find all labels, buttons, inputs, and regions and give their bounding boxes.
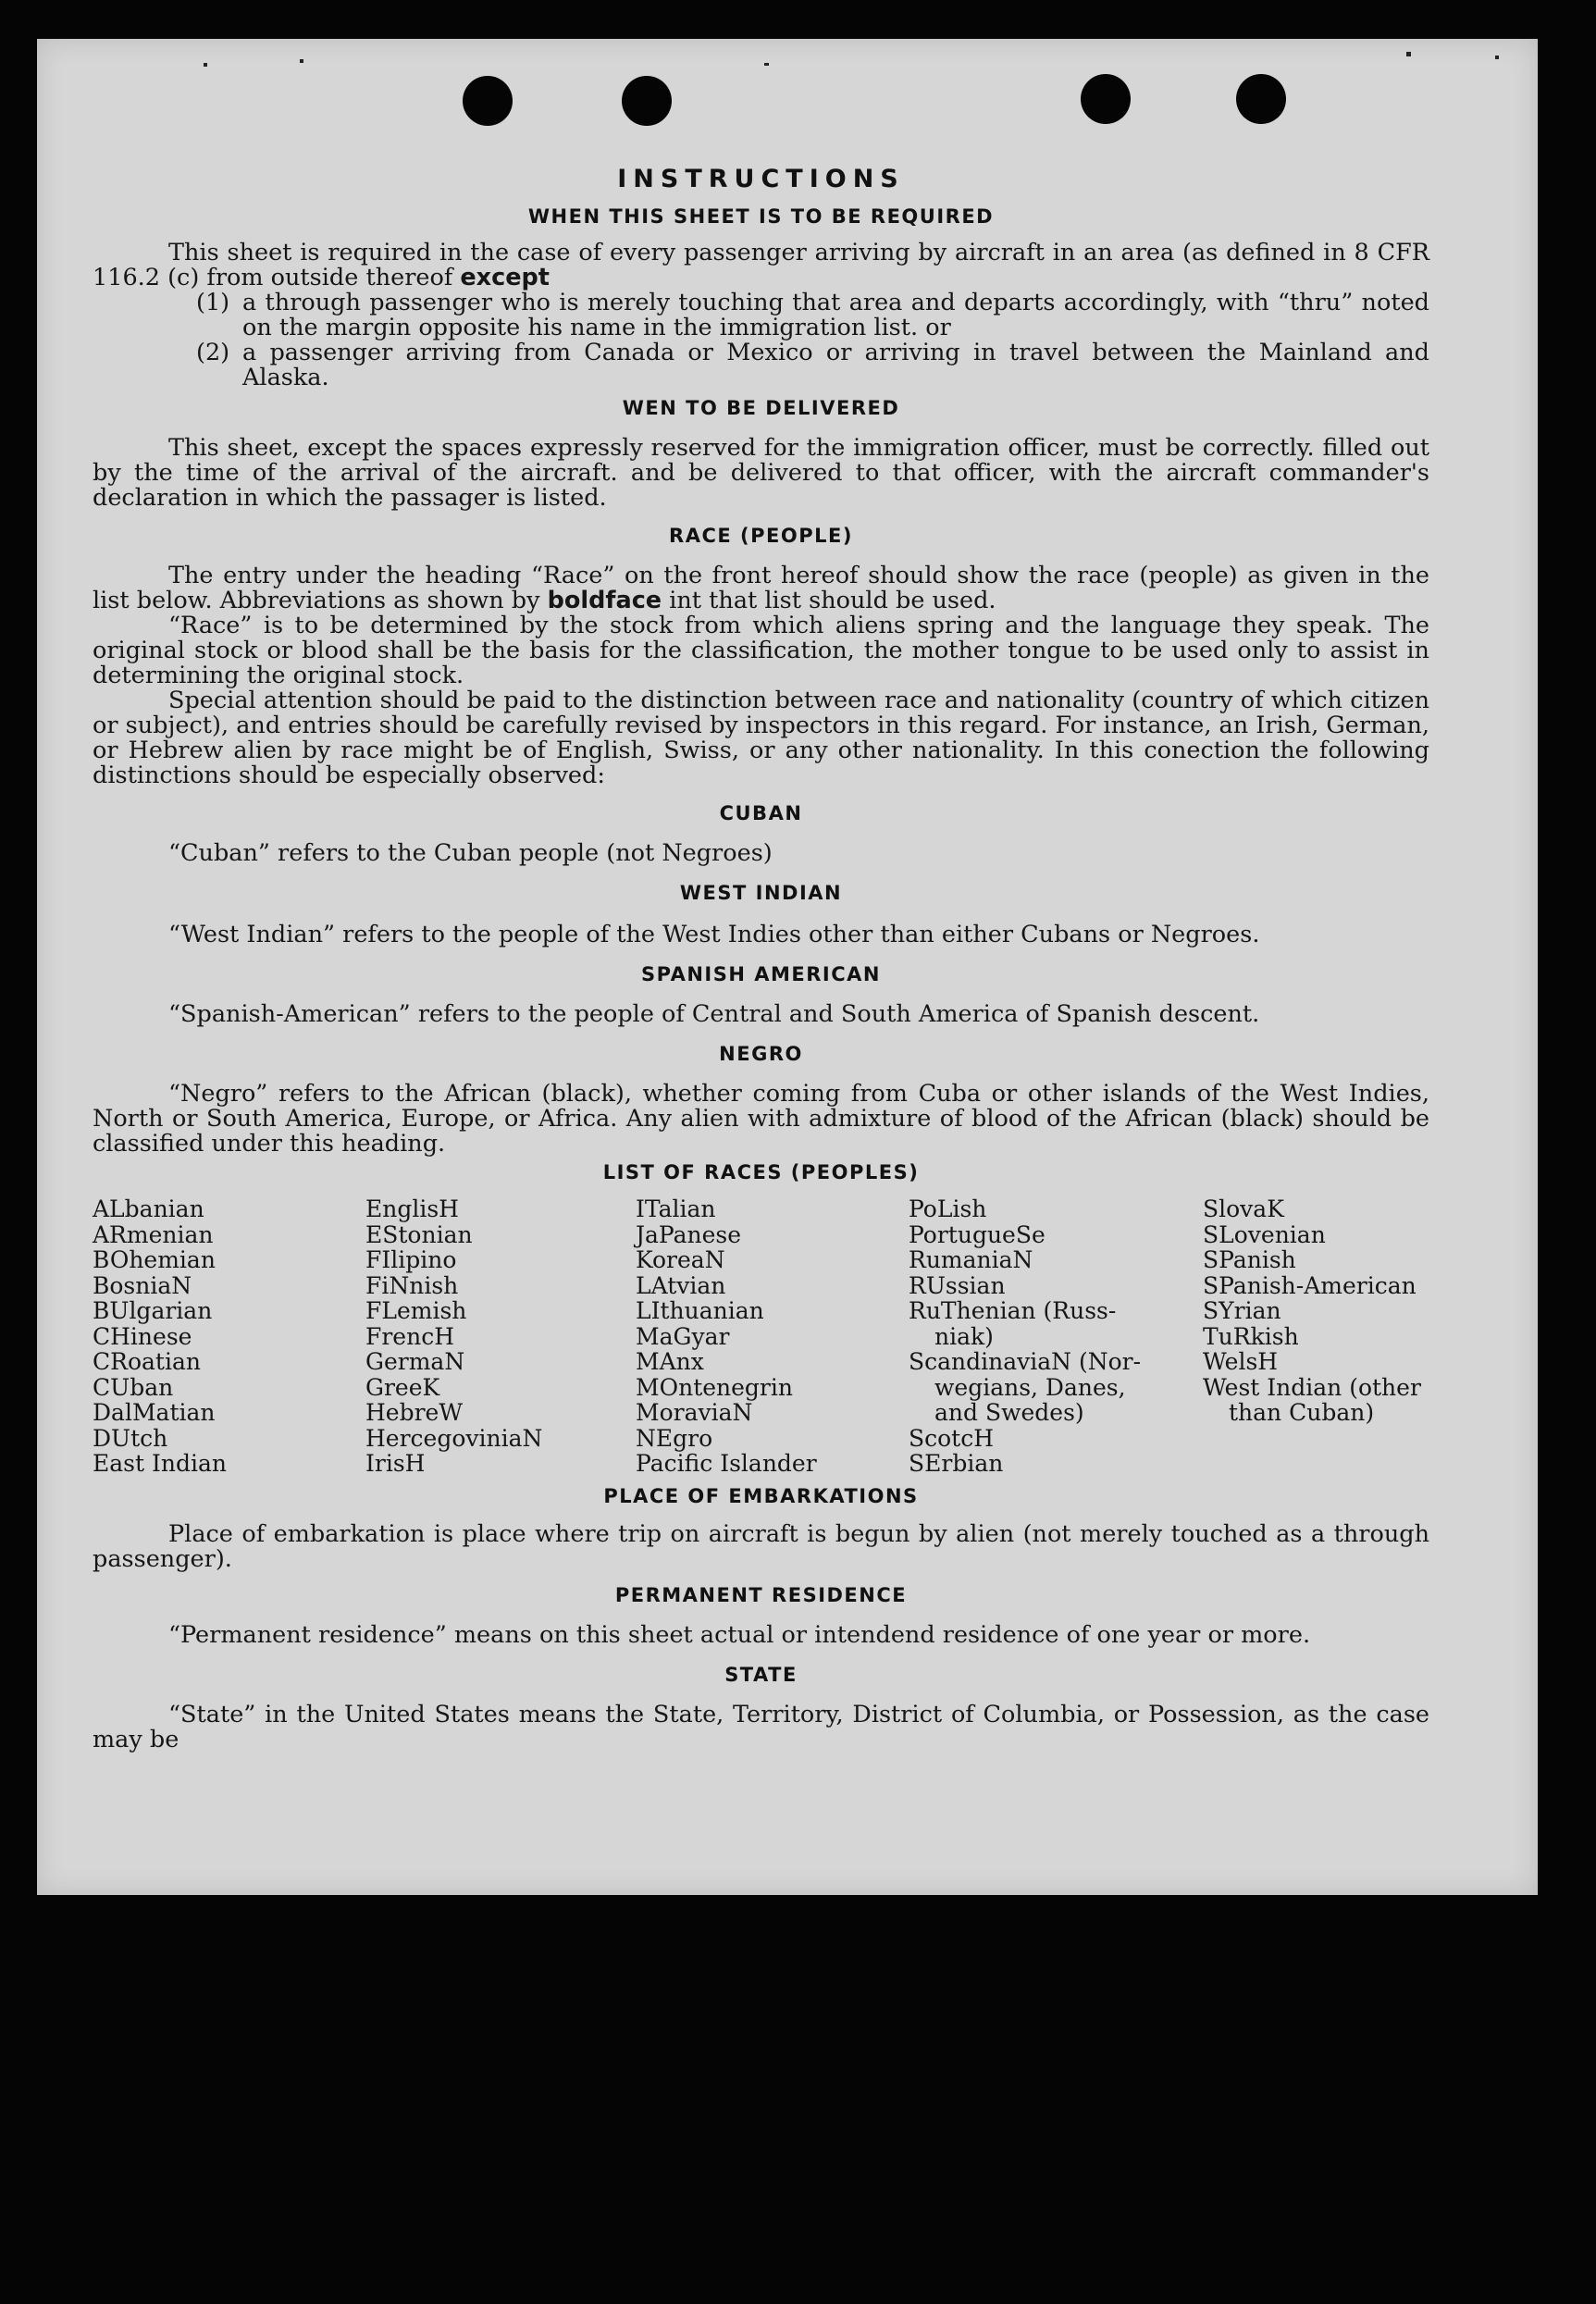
race-item: FrencH <box>365 1322 454 1350</box>
race-item: FiNnish <box>365 1271 459 1299</box>
race-item: East Indian <box>93 1450 227 1477</box>
paragraph: “Spanish-American” refers to the people of Central and South America of Spanish descent. <box>168 1000 1260 1028</box>
section-heading: STATE <box>724 1663 798 1686</box>
race-item: IrisH <box>365 1450 426 1477</box>
race-item: GreeK <box>365 1373 440 1401</box>
race-item: MoraviaN <box>636 1399 753 1426</box>
races-list <box>93 1196 1429 1477</box>
section-heading: RACE (PEOPLE) <box>669 525 853 547</box>
race-item: SlovaK <box>1203 1195 1284 1222</box>
item-text: a through passenger who is merely touching that area and departs accordingly, with “thru” noted on the margin opposite his name in the immigration list. or <box>242 289 1429 341</box>
races-column <box>909 1196 1203 1477</box>
paragraph: “Race” is to be determined by the stock from which aliens spring and the language they speak. The original stock or blood shall be the basis for the classification, the mother tongue to be used only to assist in determining the original stock. <box>93 612 1429 689</box>
race-item: NEgro <box>636 1424 713 1452</box>
races-column <box>1203 1196 1425 1477</box>
paragraph-text: int that list should be used. <box>662 587 996 614</box>
race-item: SLovenian <box>1203 1220 1326 1248</box>
item-number: (1) <box>196 289 230 316</box>
paragraph: “Permanent residence” means on this sheet actual or intendend residence of one year or more. <box>168 1620 1311 1649</box>
race-item: West Indian (other <box>1203 1373 1421 1401</box>
race-item: GermaN <box>365 1348 465 1375</box>
race-item: ITalian <box>636 1195 716 1222</box>
race-item: FLemish <box>365 1297 467 1324</box>
race-item: DalMatian <box>93 1399 216 1426</box>
paragraph-text: The entry under the heading “Race” on the front hereof should show the race (people) as given in the list below. Abbreviations as shown by <box>93 562 1429 614</box>
punch-hole <box>463 76 513 126</box>
race-item: CHinese <box>93 1322 192 1350</box>
section-heading: WEST INDIAN <box>679 882 843 904</box>
section-heading: CUBAN <box>719 802 803 824</box>
race-item: EnglisH <box>365 1195 459 1222</box>
race-item-continuation: than Cuban) <box>1229 1399 1375 1426</box>
race-item: DUtch <box>93 1424 168 1452</box>
race-item: SPanish <box>1203 1246 1296 1273</box>
race-item: TuRkish <box>1203 1322 1299 1350</box>
instructions-heading: INSTRUCTIONS <box>617 165 905 193</box>
speck <box>204 63 207 67</box>
punch-hole <box>1081 74 1131 124</box>
paragraph-text: This sheet is required in the case of every passenger arriving by aircraft in an area (as defined in 8 CFR 116.2 (c) from outside thereof <box>93 239 1429 291</box>
races-column <box>365 1196 636 1477</box>
race-item: PoLish <box>909 1195 987 1222</box>
bold-word: boldface <box>547 587 662 614</box>
section-heading: NEGRO <box>719 1043 803 1065</box>
section-heading: WHEN THIS SHEET IS TO BE REQUIRED <box>527 205 995 228</box>
speck <box>1495 56 1499 59</box>
punch-hole <box>622 76 672 126</box>
race-item: SErbian <box>909 1450 1004 1477</box>
instructions-body <box>93 167 1429 1753</box>
race-item: SPanish-American <box>1203 1271 1417 1299</box>
race-item: RuThenian (Russ- <box>909 1297 1117 1324</box>
section-heading: PLACE OF EMBARKATIONS <box>603 1484 919 1507</box>
list-item <box>93 341 1429 390</box>
race-item: KoreaN <box>636 1246 725 1273</box>
race-item: BosniaN <box>93 1271 192 1299</box>
speck <box>1406 52 1411 56</box>
paragraph <box>93 241 1429 291</box>
paragraph <box>93 564 1429 613</box>
paragraph: “West Indian” refers to the people of the West Indies other than either Cubans or Negroes. <box>168 921 1260 948</box>
race-item: ALbanian <box>93 1195 204 1222</box>
race-item: CRoatian <box>93 1348 201 1375</box>
section-heading: PERMANENT RESIDENCE <box>614 1583 908 1606</box>
race-item-continuation: niak) <box>934 1322 994 1350</box>
paragraph: Place of embarkation is place where trip on aircraft is begun by alien (not merely touched as a through passenger). <box>93 1519 1429 1573</box>
paragraph: This sheet, except the spaces expressly reserved for the immigration officer, must be correctly. filled out by the time of the arrival of the aircraft. and be delivered to that officer, with the aircraft commander's declaration in which the passager is listed. <box>93 434 1429 512</box>
races-column <box>636 1196 909 1477</box>
race-item: JaPanese <box>636 1220 742 1248</box>
race-item: BUlgarian <box>93 1297 213 1324</box>
paragraph: “Cuban” refers to the Cuban people (not Negroes) <box>168 839 773 867</box>
race-item: EStonian <box>365 1220 473 1248</box>
races-column <box>93 1196 365 1477</box>
race-item: LIthuanian <box>636 1297 764 1324</box>
race-item: LAtvian <box>636 1271 726 1299</box>
race-item: RumaniaN <box>909 1246 1033 1273</box>
race-item: FIlipino <box>365 1246 457 1273</box>
race-item-continuation: and Swedes) <box>934 1399 1084 1426</box>
race-item-continuation: wegians, Danes, <box>934 1373 1126 1401</box>
race-item: PortugueSe <box>909 1220 1045 1248</box>
speck <box>764 63 769 66</box>
list-item <box>93 291 1429 341</box>
item-number: (2) <box>196 339 230 366</box>
race-item: MaGyar <box>636 1322 730 1350</box>
race-item: SYrian <box>1203 1297 1281 1324</box>
paragraph: Special attention should be paid to the distinction between race and nationality (country of which citizen or subject), and entries should be carefully revised by inspectors in this regard. For instance, an Irish, German, or Hebrew alien by race might be of English, Swiss, or any other nationality. In this conection the following distinctions should be especially observed: <box>93 687 1429 789</box>
speck <box>300 59 303 63</box>
item-text: a passenger arriving from Canada or Mexico or arriving in travel between the Mainland and Alaska. <box>242 339 1429 391</box>
section-heading: SPANISH AMERICAN <box>641 963 881 985</box>
race-item: Pacific Islander <box>636 1450 817 1477</box>
bold-word: except <box>460 264 550 291</box>
race-item: WelsH <box>1203 1348 1279 1375</box>
race-item: MOntenegrin <box>636 1373 793 1401</box>
race-item: HebreW <box>365 1399 464 1426</box>
race-item: ScandinaviaN (Nor- <box>909 1348 1142 1375</box>
race-item: BOhemian <box>93 1246 216 1273</box>
section-heading: WEN TO BE DELIVERED <box>622 397 900 419</box>
paragraph: “Negro” refers to the African (black), whether coming from Cuba or other islands of the West Indies, North or South America, Europe, or Africa. Any alien with admixture of blood of the African (black) should be classified under this heading. <box>93 1080 1429 1158</box>
punch-hole <box>1236 74 1286 124</box>
race-item: ScotcH <box>909 1424 995 1452</box>
paragraph: “State” in the United States means the State, Territory, District of Columbia, or Possession, as the case may be <box>93 1700 1429 1753</box>
race-item: MAnx <box>636 1348 704 1375</box>
race-item: RUssian <box>909 1271 1006 1299</box>
race-item: ARmenian <box>93 1220 214 1248</box>
race-item: CUban <box>93 1373 174 1401</box>
section-heading: LIST OF RACES (PEOPLES) <box>602 1161 920 1183</box>
race-item: HercegoviniaN <box>365 1424 543 1452</box>
